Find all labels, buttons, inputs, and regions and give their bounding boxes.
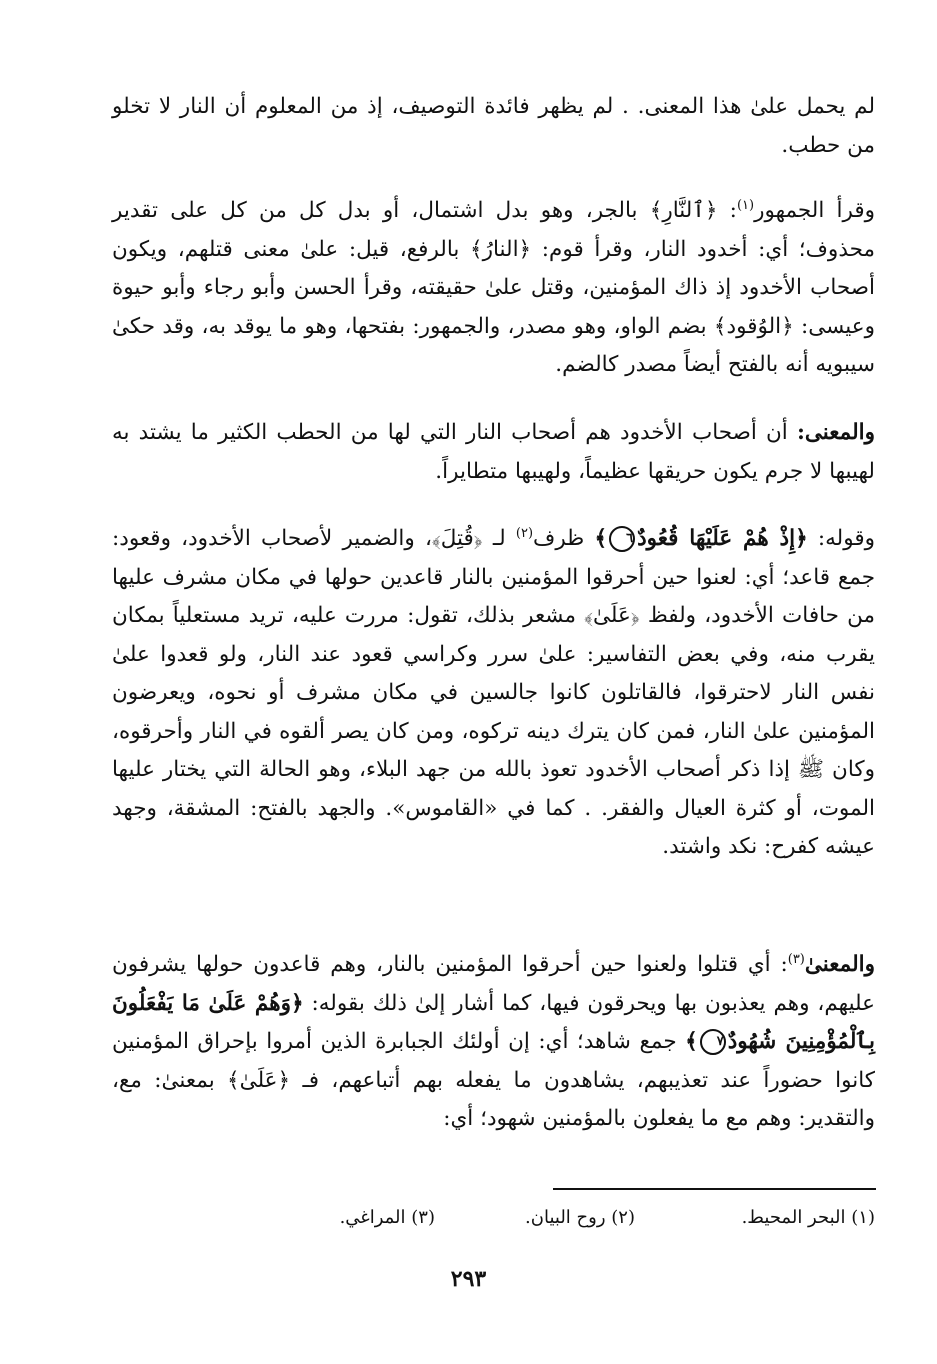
footnote-1-text: البحر المحيط.: [741, 1207, 846, 1228]
ayah-number-7: ٧: [700, 1029, 726, 1055]
footnote-marker-3: (٣): [787, 951, 805, 967]
paragraph-5-part-1: : أي قتلوا ولعنوا حين أحرقوا المؤمنين بالنار، وهم قاعدون حولها يشرفون عليهم، وهم يعذبون بها ويحرقون فيها، كما أشار إلىٰ ذلك بقوله:: [112, 952, 876, 1016]
paragraph-4: [112, 520, 875, 867]
paragraph-3: [112, 414, 875, 491]
footnotes: [200, 1204, 875, 1232]
paragraph-5-part-2: جمع شاهد؛ أي: إن أولئك الجبابرة الذين أمروا بإحراق المؤمنين كانوا حضوراً عند تعذيبهم، يشاهدون ما يفعله بهم أتباعهم، فـ ﴿عَلَىٰ﴾ بمعنىٰ: مع، والتقدير: وهم مع ما يفعلون بالمؤمنين شهود؛ أي:: [112, 1029, 875, 1131]
footnote-3-text: المراغي.: [339, 1207, 406, 1228]
quran-verse-7: ﴿وَهُمْ عَلَىٰ مَا يَفْعَلُونَ بِٱلْمُؤْمِنِينَ شُهُودٌ: [112, 990, 875, 1054]
paragraph-2-lead: وقرأ الجمهور: [754, 198, 876, 223]
paragraph-4-body: [112, 520, 875, 867]
paragraph-5: [112, 946, 875, 1139]
footnote-2-text: روح البيان.: [525, 1207, 606, 1228]
footnote-1-number: (١): [851, 1207, 875, 1228]
footnote-marker-1: (١): [736, 197, 755, 213]
quran-verse-6-close: ﴾: [594, 526, 608, 551]
paragraph-1: [112, 88, 875, 165]
footnote-2-number: (٢): [611, 1207, 635, 1228]
paragraph-4-after-verse: ظرف: [533, 526, 595, 551]
footnote-2: [435, 1204, 635, 1232]
paragraph-4-text: لـ ﴿قُتِلَ﴾، والضمير لأصحاب الأخدود، وقعود: جمع قاعد؛ أي: لعنوا حين أحرقوا المؤمنين بالنار قاعدين حولها في مكان مشرف عليها من حافات الأخدود، ولفظ ﴿عَلَىٰ﴾ مشعر بذلك، تقول: مررت عليه، تريد مستعلياً بمكان يقرب منه، وفي بعض التفاسير: علىٰ سرر وكراسي قعود عند النار، ولو قعدوا علىٰ نفس النار لاحترقوا، فالقاتلون كانوا جالسين في مكان مشرف أو نحوه، ويعرضون المؤمنين علىٰ النار، فمن كان يترك دينه تركوه، ومن كان يصر ألقوه في النار وأحرقوه، وكان ﷺ إذا ذكر أصحاب الأخدود تعوذ بالله من جهد البلاء، وهو الحالة التي يختار عليها الموت، أو كثرة العيال والفقر. . كما في «القاموس». والجهد بالفتح: المشقة، وجهد عيشه كفرح: نكد واشتد.: [112, 526, 875, 859]
footnote-separator: [553, 1188, 876, 1190]
quran-verse-7-close: ﴾: [685, 1029, 698, 1054]
paragraph-2: [112, 192, 875, 385]
quran-verse-6: ﴿إِذْ هُمْ عَلَيْهَا قُعُودٌ: [637, 526, 808, 551]
paragraph-5-body: [112, 946, 875, 1139]
footnote-1: [635, 1204, 875, 1232]
paragraph-1-text: لم يحمل علىٰ هذا المعنى. . لم يظهر فائدة التوصيف، إذ من المعلوم أن النار لا تخلو من حطب.: [112, 94, 875, 158]
paragraph-2-text: : ﴿ٱلنَّارِ﴾ بالجر، وهو بدل اشتمال، أو بدل كل من كل على تقدير محذوف؛ أي: أخدود النار، وقرأ قوم: ﴿النارُ﴾ بالرفع، قيل: علىٰ معنى قتلهم، ويكون أصحاب الأخدود إذ ذاك المؤمنين، وقتل علىٰ حقيقته، وقرأ الحسن وأبو رجاء وأبو حيوة وعيسى: ﴿الوُقود﴾ بضم الواو، وهو مصدر، والجمهور: بفتحها، وهو ما يوقد به، وقد حكىٰ سيبويه أنه بالفتح أيضاً مصدر كالضم.: [112, 198, 875, 377]
footnote-3: [235, 1204, 435, 1232]
footnote-3-number: (٣): [411, 1207, 435, 1228]
footnote-marker-2: (٢): [515, 525, 534, 541]
paragraph-3-lead: والمعنى:: [796, 420, 875, 445]
paragraph-3-text: أن أصحاب الأخدود هم أصحاب النار التي لها من الحطب الكثير ما يشتد به لهيبها لا جرم يكون حريقها عظيماً، ولهيبها متطايراً.: [112, 420, 875, 484]
paragraph-2-body: [112, 192, 875, 385]
paragraph-4-intro: وقوله:: [807, 526, 875, 551]
paragraph-5-lead: والمعنىٰ: [804, 952, 875, 977]
paragraph-3-body: [112, 414, 875, 491]
page-number: ٢٩٣: [450, 1266, 487, 1292]
ayah-number-6: ٦: [609, 526, 635, 552]
